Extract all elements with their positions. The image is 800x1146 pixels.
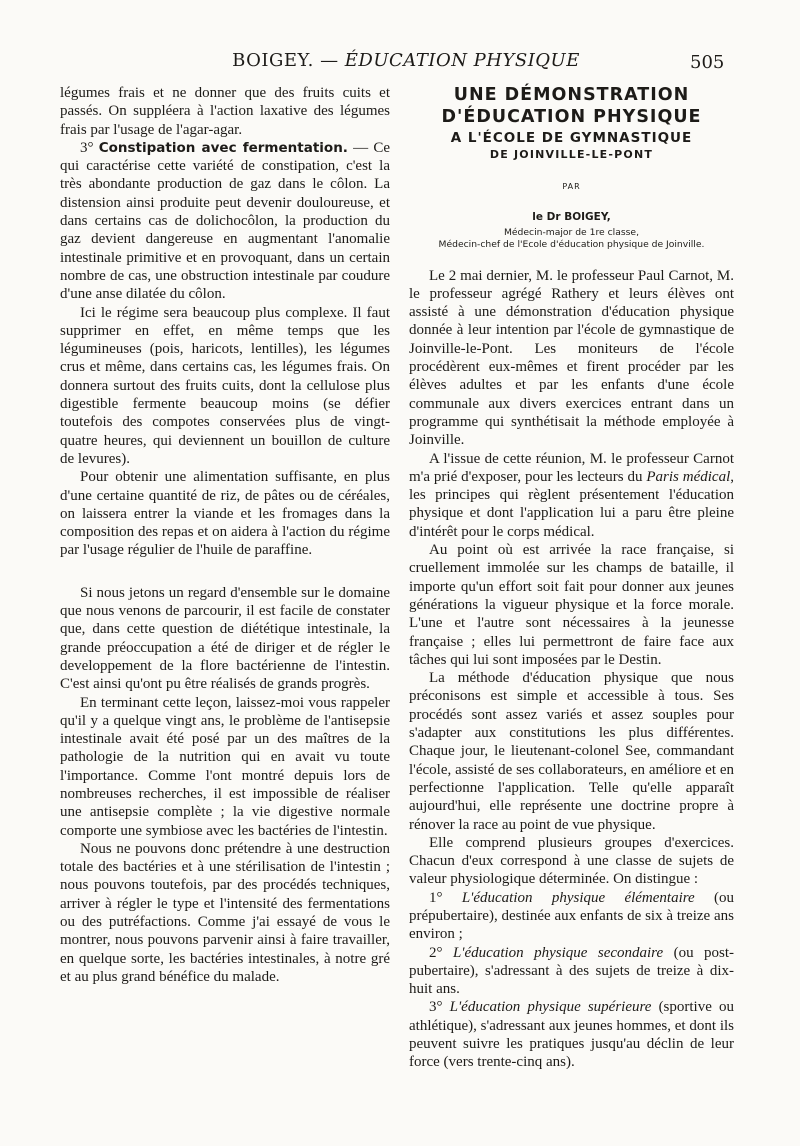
list-number: 2° [429, 944, 443, 961]
paragraph: Si nous jetons un regard d'ensemble sur le domaine que nous venons de parcourir, il est facile de constater que, dans cette question de diététique intestinale, la grande préoccupation a été de diriger et de régler le developpement de la flore bactérienne de l'intestin. C'est ainsi qu'ont pu être réalisés de grands progrès. [60, 584, 390, 693]
paragraph: Elle comprend plusieurs groupes d'exercices. Chacun d'eux correspond à une classe de sujets de valeur physiologique déterminée. On distingue : [409, 834, 734, 888]
paragraph: La méthode d'éducation physique que nous préconisons est simple et accessible à tous. Ses procédés sont assez variés et assez souples pour s'adapter aux constitutions les plus différentes. Chaque jour, le lieutenant-colonel See, commandant l'école, assisté de ses collaborateurs, en améliore et en perfectionne l'application. Telle qu'elle apparaît aujourd'hui, elle représente une doctrine propre à rénover la race au point de vue physique. [409, 670, 734, 833]
paragraph: Ici le régime sera beaucoup plus complexe. Il faut supprimer en effet, en même temps que les légumineuses (pois, haricots, lentilles), les légumes crus et même, dans certains cas, les légumes frais. On donnera surtout des fruits cuits, dont la cellulose plus digestible fermente beaucoup moins (se défier toutefois des compotes conservées plus de vingt-quatre heures, qui deviennent un bouillon de culture de levures). [60, 304, 390, 467]
running-head-author: BOIGEY. — [232, 50, 345, 71]
paragraph-text: — Ce qui caractérise cette variété de constipation, c'est la très abondante production de gaz dans le côlon. La distension ainsi produite peut devenir douloureuse, et dans certains cas de dolichocôlon, la production du gaz devient dangereuse en augmentant l'anomalie intestinale primitive et en provoquant, dans un certain nombre de cas, une obstruction intestinale par coudure d'une anse dilatée du côlon. [60, 139, 391, 303]
paragraph-text: A l'issue de cette réunion, M. le professeur Carnot m'a prié d'exposer, pour les lecteurs du [409, 450, 734, 485]
section-heading: Constipation avec fermentation. [98, 139, 348, 156]
list-item [409, 944, 734, 999]
author-affiliation: Médecin-chef de l'Ecole d'éducation physique de Joinville. [438, 238, 705, 250]
left-column [60, 84, 390, 986]
list-item [409, 889, 734, 944]
page-number: 505 [690, 52, 725, 73]
article-subtitle-location: DE JOINVILLE-LE-PONT [489, 148, 654, 161]
article-title-line-1: UNE DÉMONSTRATION [453, 85, 690, 105]
list-item-label: L'éducation physique supérieure [449, 999, 652, 1016]
byline-par: PAR [562, 182, 581, 191]
paragraph: Nous ne pouvons donc prétendre à une destruction totale des bactéries et à une stérilisation de l'intestin ; nous pouvons toutefois, par des procédés techniques, arriver à régler le type et l'intensité des fermentations ou des putréfactions. Comme j'ai essayé de vous le montrer, nous pouvons parvenir ainsi à faire travailler, en quelque sorte, les bactéries intestinales, à notre gré et au plus grand bénéfice du malade. [60, 840, 390, 985]
list-number: 1° [429, 889, 443, 906]
paragraph: Au point où est arrivée la race française, si cruellement immolée sur les champs de bataille, il importe qu'un effort soit fait pour donner aux jeunes générations la vigueur physique et la force morale. L'une et l'autre sont nécessaires à la jeunesse française ; elles lui permettront de faire face aux tâches qui lui sont imposées par le Destin. [409, 542, 734, 668]
paragraph [409, 450, 734, 541]
running-head-title [186, 50, 626, 71]
author-name: le Dr BOIGEY, [532, 211, 611, 224]
running-head [0, 50, 800, 76]
list-item [409, 998, 734, 1071]
list-item-label: L'éducation physique élémentaire [461, 889, 695, 906]
list-item-label: L'éducation physique secondaire [452, 944, 664, 961]
journal-title: Paris médical [646, 468, 731, 485]
article-title-line-2: D'ÉDUCATION PHYSIQUE [441, 107, 702, 127]
paragraph: Pour obtenir une alimentation suffisante, en plus d'une certaine quantité de riz, de pâtes ou de céréales, on laissera entrer la viande et les fromages dans la composition des repas et on aidera à l'action du régime par l'usage régulier de l'huile de paraffine. [60, 469, 390, 559]
list-item-text: (sportive ou athlétique), s'adressant aux jeunes hommes, et dont ils peuvent suivre les pratiques jusqu'au déclin de leur force (vers trente-cinq ans). [409, 999, 734, 1071]
article-subtitle: A L'ÉCOLE DE GYMNASTIQUE [450, 130, 693, 146]
paragraph-text: , les principes qui règlent présentement l'éducation physique et dont l'application lui a paru être pleine d'intérêt pour le corps médical. [409, 468, 734, 540]
paragraph: Le 2 mai dernier, M. le professeur Paul Carnot, M. le professeur agrégé Rathery et leurs élèves ont assisté à une démonstration d'éducation physique donnée à leur intention par l'école de gymnastique de Joinville-le-Pont. Les moniteurs de l'école procédèrent eux-mêmes et firent procéder par les élèves adultes et par les enfants d'une école communale aux divers exercices entrant dans un programme qui synthétisait la méthode employée à Joinville. [409, 267, 734, 449]
list-number: 3° [429, 999, 443, 1016]
list-item-text: (ou prépubertaire), destinée aux enfants de six à treize ans environ ; [409, 889, 735, 943]
paragraph: En terminant cette leçon, laissez-moi vous rappeler qu'il y a quelque vingt ans, le problème de l'antisepsie intestinale avait été posé par un des maîtres de la pathologie de la nutrition qui en avait vu toute l'importance. Comme l'ont montré depuis lors de nombreuses recherches, il est impossible de réaliser une antisepsie complète ; la vie digestive normale comporte une symbiose avec les bactéries de l'intestin. [60, 694, 390, 839]
article-body [409, 267, 734, 1072]
paragraph: légumes frais et ne donner que des fruits cuits et passés. On suppléera à l'action laxative des légumes frais par l'usage de l'agar-agar. [60, 85, 390, 138]
list-item-text: (ou post-pubertaire), s'adressant à des sujets de treize à dix-huit ans. [409, 944, 735, 998]
running-head-subject: ÉDUCATION PHYSIQUE [344, 50, 580, 71]
paragraph-constipation-fermentation [60, 139, 390, 304]
right-column [409, 84, 734, 1072]
author-affiliation: Médecin-major de 1re classe, [503, 226, 640, 238]
section-number: 3° [80, 139, 94, 156]
